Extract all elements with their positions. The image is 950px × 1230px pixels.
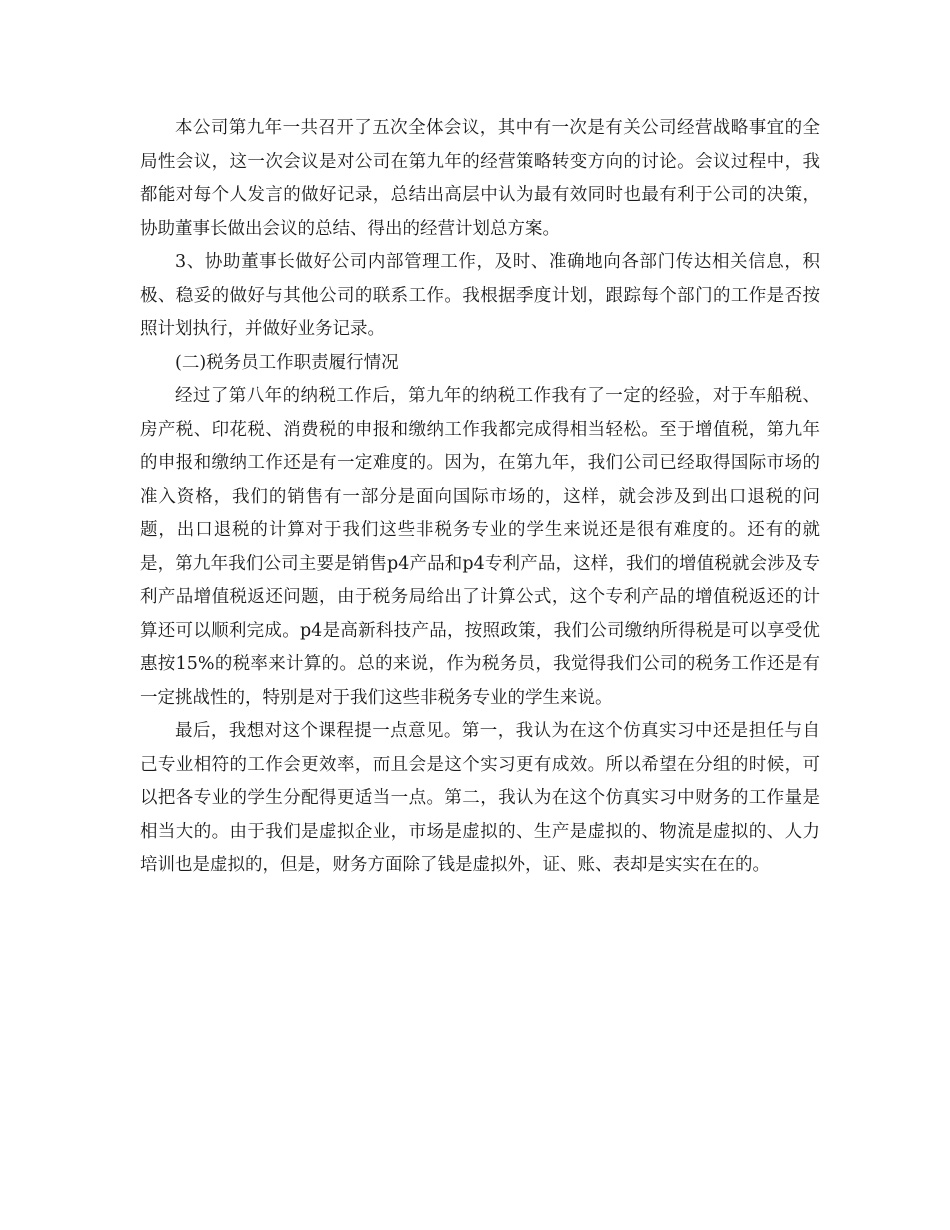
paragraph-meetings: 本公司第九年一共召开了五次全体会议，其中有一次是有关公司经营战略事宜的全局性会议，这一次会议是对公司在第九年的经营策略转变方向的讨论。会议过程中，我都能对每个人发言的做好记录，总结出高层中认为最有效同时也最有利于公司的决策，协助董事长做出会议的总结、得出的经营计划总方案。 (140, 118, 820, 239)
document-body (140, 112, 820, 883)
paragraph-internal-management: 3、协助董事长做好公司内部管理工作，及时、准确地向各部门传达相关信息，积极、稳妥的做好与其他公司的联系工作。我根据季度计划，跟踪每个部门的工作是否按照计划执行，并做好业务记录。 (140, 252, 820, 339)
paragraph-course-suggestions: 最后，我想对这个课程提一点意见。第一，我认为在这个仿真实习中还是担任与自己专业相符的工作会更效率，而且会是这个实习更有成效。所以希望在分组的时候，可以把各专业的学生分配得更适当一点。第二，我认为在这个仿真实习中财务的工作量是相当大的。由于我们是虚拟企业，市场是虚拟的、生产是虚拟的、物流是虚拟的、人力培训也是虚拟的，但是，财务方面除了钱是虚拟外，证、账、表却是实实在在的。 (140, 721, 820, 875)
section-heading-tax-duties: (二)税务员工作职责履行情况 (175, 352, 399, 373)
paragraph-tax-work: 经过了第八年的纳税工作后，第九年的纳税工作我有了一定的经验，对于车船税、房产税、印花税、消费税的申报和缴纳工作我都完成得相当轻松。至于增值税，第九年的申报和缴纳工作还是有一定难度的。因为，在第九年，我们公司已经取得国际市场的准入资格，我们的销售有一部分是面向国际市场的，这样，就会涉及到出口退税的问题，出口退税的计算对于我们这些非税务专业的学生来说还是很有难度的。还有的就是，第九年我们公司主要是销售p4产品和p4专利产品，这样，我们的增值税就会涉及专利产品增值税返还问题，由于税务局给出了计算公式，这个专利产品的增值税返还的计算还可以顺利完成。p4是高新科技产品，按照政策，我们公司缴纳所得税是可以享受优惠按15%的税率来计算的。总的来说，作为税务员，我觉得我们公司的税务工作还是有一定挑战性的，特别是对于我们这些非税务专业的学生来说。 (140, 386, 820, 708)
